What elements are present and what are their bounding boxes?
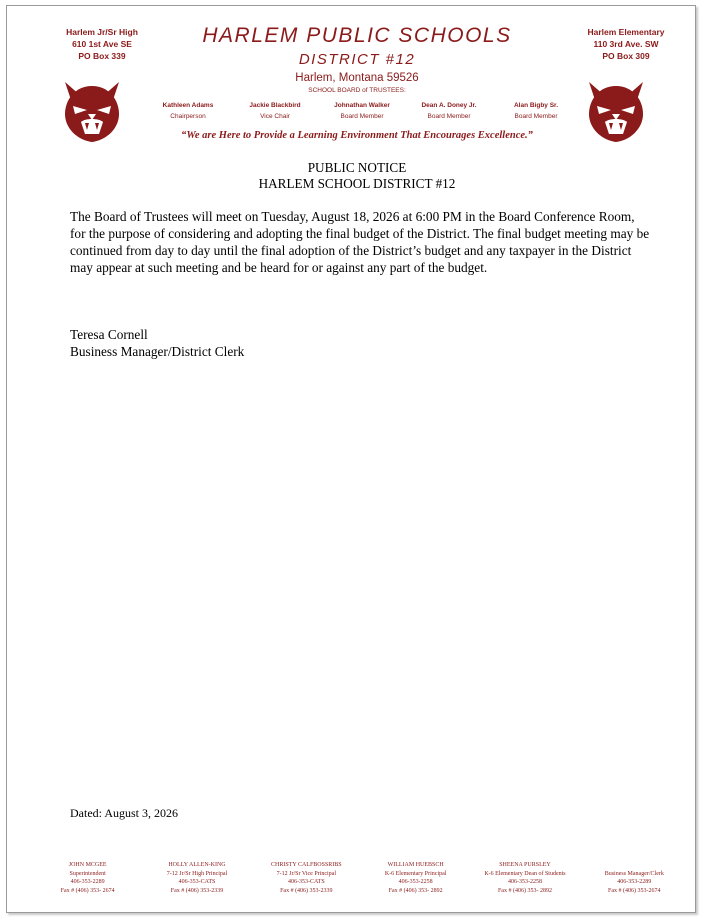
staff-name: JOHN MCGEE [68, 862, 107, 868]
staff-title: K-6 Elementary Dean of Students [484, 870, 566, 877]
staff-fax: Fax # (406) 353- 2674 [60, 887, 115, 894]
trustee-name: Alan Bigby Sr. [513, 102, 559, 109]
trustee-role: Vice Chair [260, 113, 290, 120]
staff-phone: 406-353-2289 [70, 879, 105, 885]
trustee-name: Kathleen Adams [162, 102, 214, 109]
letterhead-title: HARLEM PUBLIC SCHOOLS [202, 24, 512, 47]
staff-title: Superintendent [69, 870, 106, 877]
staff-phone: 406-353-2258 [507, 879, 542, 885]
trustee-name: Jackie Blackbird [249, 102, 301, 109]
staff-title: Business Manager/Clerk [604, 870, 664, 877]
staff-name: WILLIAM HUEBSCH [387, 862, 444, 868]
notice-date: Dated: August 3, 2026 [70, 806, 178, 820]
trustee-role: Board Member [340, 113, 384, 120]
right-school-name: Harlem Elementary [587, 27, 665, 37]
staff-contact [142, 861, 251, 895]
trustee-name: Johnathan Walker [334, 102, 390, 109]
staff-name: HOLLY ALLEN-KING [168, 862, 226, 868]
letterhead-district: DISTRICT #12 [298, 51, 416, 68]
staff-name: SHEENA PURSLEY [499, 862, 551, 868]
left-school-po-box: PO Box 339 [78, 51, 126, 61]
trustee-item [319, 100, 405, 122]
staff-fax: Fax # (406) 353- 2892 [388, 887, 443, 894]
signer-name: Teresa Cornell [70, 327, 148, 342]
staff-fax: Fax # (406) 353-2674 [608, 887, 661, 894]
staff-contact [580, 870, 689, 896]
trustee-role: Board Member [427, 113, 471, 120]
staff-title: K-6 Elementary Principal [384, 870, 447, 877]
signature-block [70, 326, 244, 360]
signer-title: Business Manager/District Clerk [70, 344, 245, 359]
notice-title [157, 160, 557, 192]
staff-phone: 406-353-2289 [617, 879, 652, 885]
left-school-name: Harlem Jr/Sr High [66, 27, 138, 37]
notice-title-line: HARLEM SCHOOL DISTRICT #12 [258, 176, 456, 191]
right-school-po-box: PO Box 309 [602, 51, 650, 61]
staff-fax: Fax # (406) 353- 2892 [497, 887, 552, 894]
staff-contact [361, 861, 470, 895]
staff-contact [33, 861, 142, 895]
trustee-name: Dean A. Doney Jr. [421, 102, 477, 109]
staff-phone: 406-353-CATS [178, 879, 216, 885]
left-school-address [47, 26, 157, 62]
trustee-role: Board Member [514, 113, 558, 120]
staff-fax: Fax # (406) 353-2339 [280, 887, 333, 894]
staff-name: CHRISTY CALFBOSSRIBS [271, 862, 342, 868]
trustee-role: Chairperson [170, 113, 206, 120]
document-page [6, 5, 696, 913]
right-school-address [571, 26, 681, 62]
trustee-item [406, 100, 492, 122]
trustee-item [493, 100, 579, 122]
staff-phone: 406-353-2258 [398, 879, 433, 885]
staff-footer [33, 861, 689, 895]
left-school-street: 610 1st Ave SE [72, 39, 132, 49]
staff-contact [470, 861, 579, 895]
staff-phone: 406-353-CATS [287, 879, 325, 885]
staff-title: 7-12 Jr/Sr Vice Principal [276, 870, 336, 877]
right-school-street: 110 3rd Ave. SW [593, 39, 659, 49]
staff-fax: Fax # (406) 353-2339 [170, 887, 224, 894]
letterhead-city: Harlem, Montana 59526 [295, 72, 419, 84]
notice-title-line: PUBLIC NOTICE [307, 160, 407, 175]
notice-body: The Board of Trustees will meet on Tuesday, August 18, 2026 at 6:00 PM in the Board Conference Room, for the purpose of considering and adopting the final budget of the District. The final budget meeting may be continued from day to day until the final adoption of the District’s budget and any taxpayer in the District may appear at such meeting and be heard for or against any part of the budget. [70, 209, 650, 275]
school-motto: “We are Here to Provide a Learning Environment That Encourages Excellence.” [181, 130, 533, 141]
staff-title: 7-12 Jr/Sr High Principal [166, 870, 228, 877]
trustee-item [145, 100, 231, 122]
board-heading: SCHOOL BOARD of TRUSTEES: [308, 87, 406, 94]
staff-contact [252, 861, 361, 895]
trustee-list [145, 100, 579, 122]
trustee-item [232, 100, 318, 122]
